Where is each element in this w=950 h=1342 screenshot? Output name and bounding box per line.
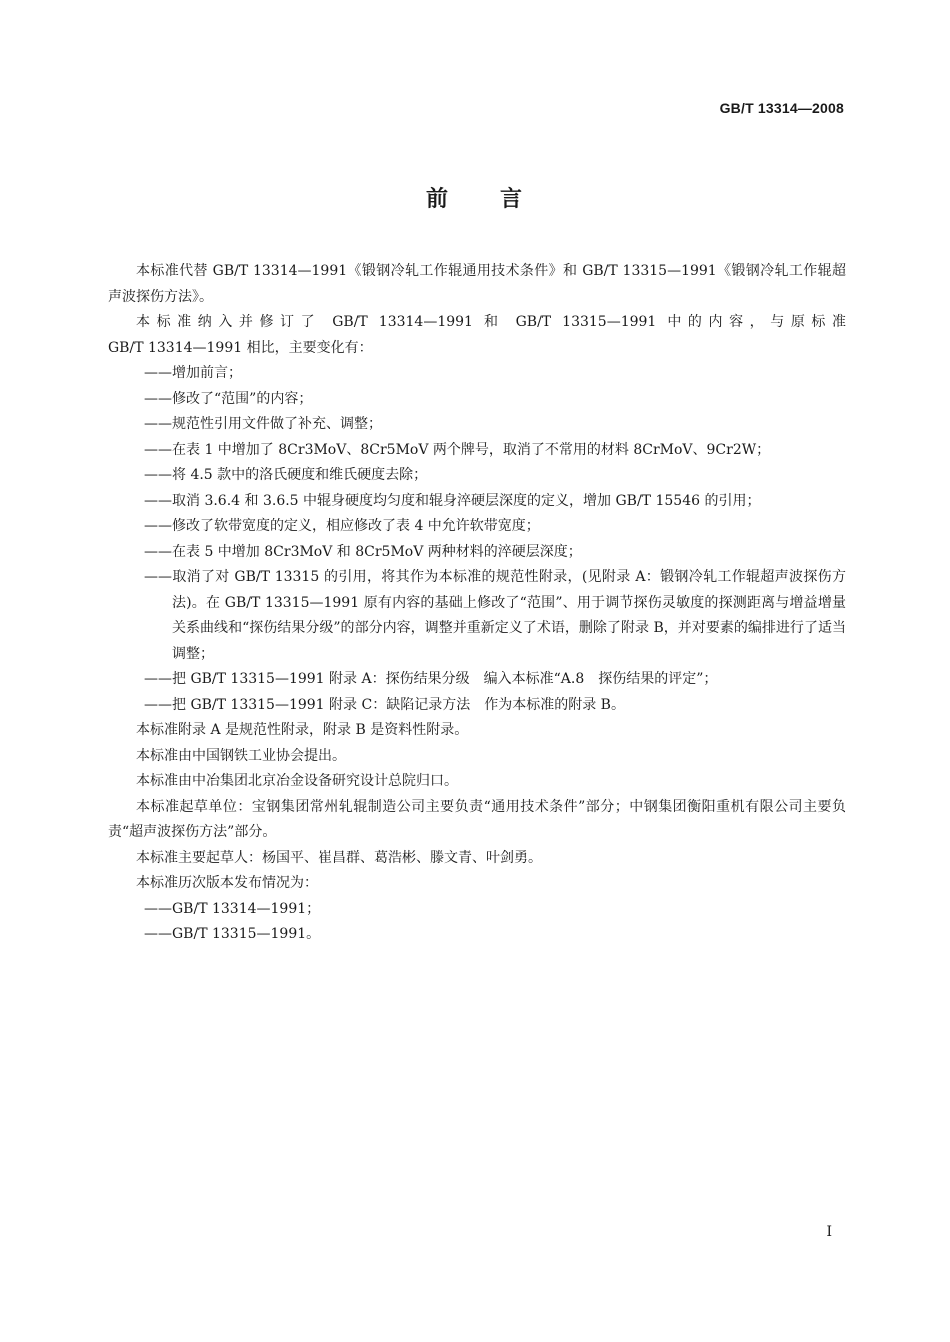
paragraph-centralized: 本标准由中冶集团北京冶金设备研究设计总院归口。 [136,773,458,789]
paragraph-drafters: 本标准主要起草人：杨国平、崔昌群、葛浩彬、滕文青、叶剑勇。 [136,849,542,866]
change-item: ——在表 1 中增加了 8Cr3MoV、8Cr5MoV 两个牌号，取消了不常用的材料 8CrMoV、9Cr2W； [144,441,771,458]
paragraph-revision-line1: 本标准纳入并修订了 GB/T 13314—1991 和 GB/T 13315—1991 中的内容，与原标准 [136,314,846,330]
paragraph-revision-line2: GB/T 13314—1991 相比，主要变化有： [108,339,373,356]
change-item: ——修改了软带宽度的定义，相应修改了表 4 中允许软带宽度； [144,518,540,534]
paragraph-proposer: 本标准由中国钢铁工业协会提出。 [136,747,346,764]
change-item: ——把 GB/T 13315—1991 附录 A：探伤结果分级 编入本标准“A.8 探伤结果的评定”； [144,671,718,687]
change-item: ——规范性引用文件做了补充、调整； [144,416,382,432]
foreword-body [108,259,846,948]
change-item: ——取消了对 GB/T 13315 的引用，将其作为本标准的规范性附录，(见附录 A：锻钢冷轧工作辊超声波探伤方法)。在 GB/T 13315—1991 原有内容的基础上修改了“范围”、用于调节探伤灵敏度的探测距离与增益增量关系曲线和“探伤结果分级”的部分内容，调整并重新定义了术语，删除了附录 B，并对要素的编排进行了适当调整； [144,569,846,662]
change-item: ——取消 3.6.4 和 3.6.5 中辊身硬度均匀度和辊身淬硬层深度的定义，增加 GB/T 15546 的引用； [144,492,761,509]
paragraph-history-intro: 本标准历次版本发布情况为： [136,875,318,891]
change-item: ——把 GB/T 13315—1991 附录 C：缺陷记录方法 作为本标准的附录 B。 [144,696,625,713]
standard-code: GB/T 13314—2008 [719,100,844,116]
change-item: ——在表 5 中增加 8Cr3MoV 和 8Cr5MoV 两种材料的淬硬层深度； [144,543,582,560]
history-item: ——GB/T 13314—1991； [144,900,321,917]
page-title-right: 言 [500,187,525,212]
history-item: ——GB/T 13315—1991。 [144,926,321,942]
page-title-left: 前 [425,187,450,212]
change-item: ——修改了“范围”的内容； [144,390,313,407]
page-number: I [826,1224,832,1240]
paragraph-replaces: 本标准代替 GB/T 13314—1991《锻钢冷轧工作辊通用技术条件》和 GB/T 13315—1991《锻钢冷轧工作辊超声波探伤方法》。 [108,263,846,305]
paragraph-annex: 本标准附录 A 是规范性附录，附录 B 是资料性附录。 [136,722,469,738]
change-item: ——将 4.5 款中的洛氏硬度和维氏硬度去除； [144,467,428,483]
paragraph-drafting-units: 本标准起草单位：宝钢集团常州轧辊制造公司主要负责“通用技术条件”部分；中钢集团衡阳重机有限公司主要负责“超声波探伤方法”部分。 [108,798,846,840]
change-item: ——增加前言； [144,365,242,381]
page-title [0,182,950,213]
